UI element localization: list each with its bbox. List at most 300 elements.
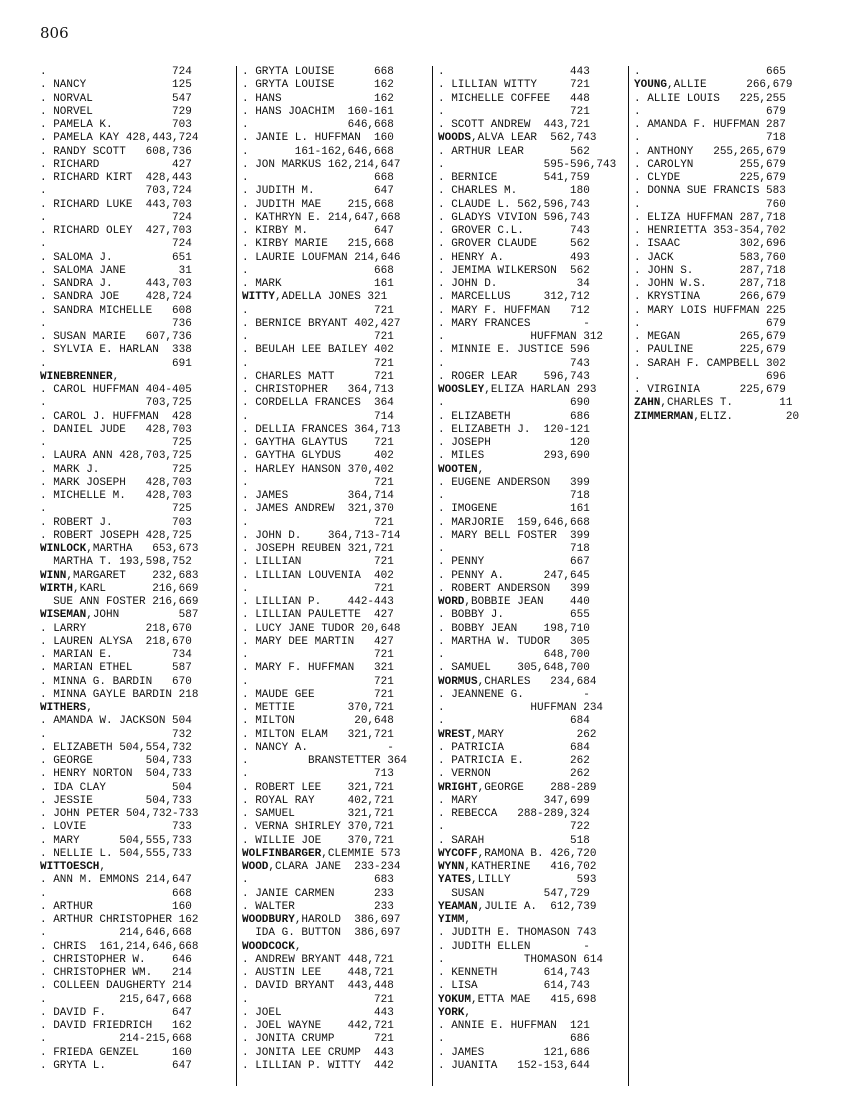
index-surname-entry [438, 782, 623, 795]
index-surname-entry [634, 411, 819, 424]
entry-text: . ROBERT JOSEPH 428,725 [40, 529, 192, 542]
index-entry [438, 570, 623, 583]
entry-text: . WILLIE JOE 370,721 [242, 834, 394, 847]
index-entry [438, 318, 623, 331]
entry-text: . MARY F. HUFFMAN 712 [438, 304, 590, 317]
entry-text: . ARTHUR CHRISTOPHER 162 [40, 914, 199, 926]
index-entry [634, 384, 819, 397]
index-entry [242, 119, 427, 132]
surname: WORD [438, 596, 465, 608]
index-entry [40, 397, 231, 410]
entry-text: . 668 [242, 172, 394, 184]
entry-text: . 696 [634, 370, 786, 383]
entry-text: . BEULAH LEE BAILEY 402 [242, 344, 394, 357]
index-entry [40, 676, 231, 689]
entry-text: . GAYTHA GLYDUS 402 [242, 450, 394, 463]
entry-text: . 443 [438, 66, 590, 78]
entry-text: . MARY DEE MARTIN 427 [242, 635, 394, 648]
index-entry [634, 305, 819, 318]
index-entry [242, 66, 427, 79]
index-entry [438, 689, 623, 702]
entry-text: . 725 [40, 503, 192, 516]
index-entry [242, 517, 427, 530]
entry-text: . KENNETH 614,743 [438, 967, 590, 979]
index-surname-entry [242, 848, 427, 861]
entry-text: . MARJORIE 159,646,668 [438, 516, 590, 529]
entry-text: . 721 [242, 649, 394, 661]
entry-text: . 648,700 [438, 649, 590, 661]
surname: YOKUM [438, 993, 472, 1006]
entry-text: . LILLIAN LOUVENIA 402 [242, 569, 394, 582]
index-entry [634, 252, 819, 265]
index-entry [40, 517, 231, 530]
entry-text: . ROYAL RAY 402,721 [242, 794, 394, 807]
entry-text: . RANDY SCOTT 608,736 [40, 145, 192, 158]
index-entry [438, 543, 623, 556]
index-entry [242, 782, 427, 795]
index-entry [634, 146, 819, 159]
entry-text: . DAVID FRIEDRICH 162 [40, 1020, 192, 1032]
index-entry [438, 252, 623, 265]
entry-text: . JESSIE 504,733 [40, 794, 192, 807]
index-surname-entry [40, 609, 231, 622]
index-entry [242, 636, 427, 649]
entry-text: ,RAMONA B. 426,720 [477, 847, 597, 860]
entry-text: . MAUDE GEE 721 [242, 688, 394, 701]
index-entry [438, 225, 623, 238]
entry-text: . NORVEL 729 [40, 105, 192, 118]
index-entry [242, 530, 427, 543]
entry-text: . LILLIAN P. WITTY 442 [242, 1059, 394, 1072]
surname: WINEBRENNER [40, 370, 113, 383]
index-entry [634, 225, 819, 238]
entry-text: . BOBBY J. 655 [438, 609, 590, 622]
entry-text: . CAROL J. HUFFMAN 428 [40, 410, 192, 423]
index-entry [438, 649, 623, 662]
index-entry [40, 93, 231, 106]
entry-text: . ELIZABETH 504,554,732 [40, 741, 192, 754]
entry-text: . 665 [634, 66, 786, 78]
entry-text: . JON MARKUS 162,214,647 [242, 158, 401, 171]
index-surname-entry [438, 848, 623, 861]
index-entry [242, 1060, 427, 1073]
index-entry [40, 795, 231, 808]
entry-text: . DAVID BRYANT 443,448 [242, 980, 394, 993]
index-entry [438, 291, 623, 304]
entry-text: . MILES 293,690 [438, 450, 590, 463]
index-surname-entry [438, 914, 623, 927]
index-entry [40, 729, 231, 742]
entry-text: . ANDREW BRYANT 448,721 [242, 953, 394, 966]
entry-text: . 595-596,743 [438, 158, 617, 171]
index-column-1 [40, 66, 236, 1086]
index-entry [438, 1033, 623, 1046]
entry-text: . 732 [40, 728, 192, 741]
index-surname-entry [242, 941, 427, 954]
entry-text: . HUFFMAN 312 [438, 331, 604, 343]
entry-text: . MARIAN E. 734 [40, 649, 192, 661]
index-entry [634, 238, 819, 251]
index-entry [242, 609, 427, 622]
entry-text: ,ALLIE 266,679 [667, 79, 793, 92]
entry-text: ,BOBBIE JEAN 440 [464, 596, 590, 608]
index-entry [242, 702, 427, 715]
entry-text: . DELLIA FRANCES 364,713 [242, 423, 401, 436]
entry-text: . JOHN W.S. 287,718 [634, 278, 786, 290]
entry-text: . MARK 161 [242, 278, 394, 290]
entry-text: . 683 [242, 874, 394, 887]
index-entry [40, 954, 231, 967]
entry-text: . CHRISTOPHER 364,713 [242, 384, 394, 396]
index-surname-entry [634, 397, 819, 410]
entry-text: . 646,668 [242, 119, 394, 131]
entry-text: . JUDITH ELLEN - [438, 940, 590, 953]
entry-text: ,ELIZ. 20 [693, 410, 800, 423]
entry-text: . JUDITH MAE 215,668 [242, 198, 394, 211]
index-entry [242, 331, 427, 344]
entry-text: ,ALVA LEAR 562,743 [471, 132, 597, 145]
index-entry [40, 1033, 231, 1046]
index-entry [634, 106, 819, 119]
index-entry [242, 305, 427, 318]
entry-text: . CAROL HUFFMAN 404-405 [40, 384, 192, 396]
surname: WOOSLEY [438, 384, 485, 396]
index-entry [40, 450, 231, 463]
entry-text: . LUCY JANE TUDOR 20,648 [242, 622, 401, 635]
index-entry [242, 265, 427, 278]
index-entry [242, 556, 427, 569]
index-entry [634, 318, 819, 331]
index-entry [438, 371, 623, 384]
index-entry [40, 172, 231, 185]
index-entry [438, 954, 623, 967]
entry-text: . GRYTA LOUISE 162 [242, 79, 394, 92]
index-entry [634, 344, 819, 357]
index-entry [242, 742, 427, 755]
entry-text: . CORDELLA FRANCES 364 [242, 397, 394, 410]
index-entry [242, 662, 427, 675]
index-entry [438, 808, 623, 821]
entry-text: . METTIE 370,721 [242, 702, 394, 714]
entry-text: . BERNICE BRYANT 402,427 [242, 317, 401, 330]
entry-text: . PATRICIA E. 262 [438, 755, 590, 767]
index-entry [242, 967, 427, 980]
index-entry [634, 93, 819, 106]
index-entry [438, 79, 623, 92]
index-entry [438, 835, 623, 848]
entry-text: . 668 [40, 887, 192, 900]
index-entry [40, 411, 231, 424]
index-entry [438, 172, 623, 185]
index-entry [242, 927, 427, 940]
index-entry [438, 437, 623, 450]
index-entry [40, 874, 231, 887]
entry-text: . PAMELA KAY 428,443,724 [40, 132, 199, 145]
entry-text: . MINNA G. BARDIN 670 [40, 675, 192, 688]
entry-text: . ELIZA HUFFMAN 287,718 [634, 211, 786, 224]
index-entry [40, 596, 231, 609]
entry-text: . NORVAL 547 [40, 92, 192, 105]
entry-text: . GLADYS VIVION 596,743 [438, 211, 590, 224]
entry-text: . 721 [242, 331, 394, 343]
index-surname-entry [438, 464, 623, 477]
index-entry [242, 490, 427, 503]
entry-text: . HARLEY HANSON 370,402 [242, 463, 394, 476]
entry-text: . SARAH F. CAMPBELL 302 [634, 357, 786, 370]
index-entry [242, 344, 427, 357]
entry-text: . MILTON ELAM 321,721 [242, 728, 394, 741]
entry-text: . MARY 504,555,733 [40, 834, 192, 847]
entry-text: . MILTON 20,648 [242, 715, 394, 728]
index-entry [40, 821, 231, 834]
index-entry [438, 662, 623, 675]
surname: ZAHN [634, 397, 661, 410]
entry-text: . CHARLES MATT 721 [242, 370, 394, 383]
index-entry [438, 199, 623, 212]
entry-text: . 214,646,668 [40, 927, 192, 940]
index-entry [438, 609, 623, 622]
index-entry [438, 93, 623, 106]
entry-text: . BRANSTETTER 364 [242, 755, 408, 767]
index-entry [40, 782, 231, 795]
index-entry [40, 331, 231, 344]
index-entry [242, 252, 427, 265]
entry-text: ,ADELLA JONES 321 [275, 291, 388, 304]
surname: WIRTH [40, 582, 74, 595]
entry-text: . CHRISTOPHER WM. 214 [40, 967, 192, 979]
index-entry [242, 477, 427, 490]
index-entry [40, 1047, 231, 1060]
entry-text: . SALOMA J. 651 [40, 251, 192, 264]
entry-text: . JOHN D. 34 [438, 278, 590, 290]
entry-text: . LILLIAN P. 442-443 [242, 596, 394, 608]
surname: WOODCOCK [242, 940, 295, 953]
index-entry [242, 424, 427, 437]
index-entry [40, 980, 231, 993]
entry-text: , [294, 940, 302, 953]
entry-text: . ALLIE LOUIS 225,255 [634, 92, 786, 105]
index-entry [40, 477, 231, 490]
entry-text: , [112, 370, 120, 383]
entry-text: . SAMUEL 305,648,700 [438, 662, 590, 675]
index-entry [40, 715, 231, 728]
index-entry [242, 397, 427, 410]
index-entry [242, 596, 427, 609]
entry-text: ,MARTHA 653,673 [86, 543, 199, 555]
index-entry [438, 795, 623, 808]
surname: WOOD [242, 861, 269, 873]
entry-text: . ISAAC 302,696 [634, 238, 786, 251]
index-entry [40, 464, 231, 477]
entry-text: . KRYSTINA 266,679 [634, 291, 786, 304]
index-surname-entry [438, 901, 623, 914]
entry-text: . KIRBY MARIE 215,668 [242, 238, 394, 251]
index-entry [438, 1047, 623, 1060]
entry-text: . 721 [242, 993, 394, 1006]
index-surname-entry [40, 371, 231, 384]
entry-text: . EUGENE ANDERSON 399 [438, 476, 590, 489]
index-entry [242, 358, 427, 371]
entry-text: . DANIEL JUDE 428,703 [40, 423, 192, 436]
index-entry [242, 450, 427, 463]
entry-text: ,MARY 262 [471, 728, 597, 741]
index-surname-entry [438, 384, 623, 397]
index-entry [242, 106, 427, 119]
entry-text: . 703,725 [40, 397, 192, 410]
entry-text: . MARCELLUS 312,712 [438, 291, 590, 304]
index-entry [40, 424, 231, 437]
entry-text: ,HAROLD 386,697 [294, 914, 401, 926]
entry-text: IDA G. BUTTON 386,697 [242, 927, 401, 940]
index-entry [242, 79, 427, 92]
entry-text: . HANS JOACHIM 160-161 [242, 105, 394, 118]
entry-text: . MINNA GAYLE BARDIN 218 [40, 688, 199, 701]
entry-text: . LAUREN ALYSA 218,670 [40, 635, 192, 648]
entry-text: . 679 [634, 317, 786, 330]
index-entry [40, 185, 231, 198]
entry-text: . JUDITH E. THOMASON 743 [438, 927, 597, 940]
entry-text: ,JULIE A. 612,739 [477, 900, 597, 913]
entry-text: . HENRIETTA 353-354,702 [634, 225, 786, 237]
index-entry [242, 1007, 427, 1020]
index-entry [438, 980, 623, 993]
entry-text: . 721 [242, 357, 394, 370]
entry-text: . RICHARD 427 [40, 158, 192, 171]
entry-text: . AMANDA F. HUFFMAN 287 [634, 119, 786, 131]
index-entry [438, 530, 623, 543]
entry-text: . VERNON 262 [438, 768, 590, 781]
entry-text: . 718 [634, 132, 786, 145]
entry-text: ,CLEMMIE 573 [321, 847, 401, 860]
entry-text: , [477, 463, 485, 476]
entry-text: . 679 [634, 105, 786, 118]
entry-text: . SARAH 518 [438, 834, 590, 847]
index-column-3 [432, 66, 628, 1086]
entry-text: . MARK JOSEPH 428,703 [40, 476, 192, 489]
index-surname-entry [438, 1007, 623, 1020]
entry-text: . 724 [40, 238, 192, 251]
entry-text: . ELIZABETH 686 [438, 410, 590, 423]
index-surname-entry [242, 291, 427, 304]
entry-text: . PATRICIA 684 [438, 741, 590, 754]
index-entry [242, 503, 427, 516]
entry-text: . PENNY 667 [438, 556, 590, 569]
entry-text: . MARY BELL FOSTER 399 [438, 529, 590, 542]
index-entry [438, 146, 623, 159]
entry-text: . 721 [242, 675, 394, 688]
entry-text: . HANS 162 [242, 92, 394, 105]
index-entry [242, 821, 427, 834]
entry-text: . MARY LOIS HUFFMAN 225 [634, 304, 786, 317]
index-surname-entry [40, 543, 231, 556]
entry-text: . JAMES 121,686 [438, 1046, 590, 1059]
entry-text: . SCOTT ANDREW 443,721 [438, 119, 590, 131]
entry-text: , [86, 702, 93, 714]
surname: YIMM [438, 914, 465, 926]
entry-text: . 684 [438, 715, 590, 728]
entry-text: . PENNY A. 247,645 [438, 569, 590, 582]
surname: WITTOESCH [40, 861, 100, 873]
surname: ZIMMERMAN [634, 410, 694, 423]
index-entry [438, 490, 623, 503]
index-entry [438, 477, 623, 490]
index-surname-entry [40, 861, 231, 874]
entry-text: MARTHA T. 193,598,752 [40, 556, 192, 569]
index-entry [40, 768, 231, 781]
entry-text: . CHARLES M. 180 [438, 185, 590, 198]
entry-text: . HENRY A. 493 [438, 251, 590, 264]
index-entry [242, 623, 427, 636]
entry-text: . ROBERT J. 703 [40, 516, 192, 529]
entry-text: . JACK 583,760 [634, 251, 786, 264]
index-entry [40, 384, 231, 397]
index-columns [40, 66, 824, 1086]
entry-text: . JAMES ANDREW 321,370 [242, 503, 394, 516]
index-entry [40, 994, 231, 1007]
surname: YORK [438, 1006, 465, 1019]
surname: WYNN [438, 861, 465, 873]
index-entry [242, 93, 427, 106]
surname: WREST [438, 728, 472, 741]
entry-text: . MARY F. HUFFMAN 321 [242, 662, 394, 675]
surname: YOUNG [634, 79, 668, 92]
surname: YEAMAN [438, 900, 478, 913]
entry-text: . MEGAN 265,679 [634, 331, 786, 343]
index-entry [40, 901, 231, 914]
index-entry [242, 318, 427, 331]
index-entry [242, 583, 427, 596]
index-entry [40, 888, 231, 901]
index-entry [40, 490, 231, 503]
entry-text: . GROVER C.L. 743 [438, 225, 590, 237]
index-entry [40, 146, 231, 159]
index-entry [40, 119, 231, 132]
index-entry [242, 888, 427, 901]
index-column-4 [628, 66, 824, 1086]
entry-text: . VIRGINIA 225,679 [634, 384, 786, 396]
entry-text: . JOSEPH REUBEN 321,721 [242, 543, 394, 555]
entry-text: . JOSEPH 120 [438, 437, 590, 449]
page-number: 806 [40, 24, 69, 42]
index-entry [634, 331, 819, 344]
entry-text: . REBECCA 288-289,324 [438, 808, 590, 820]
entry-text: . MARTHA W. TUDOR 305 [438, 635, 590, 648]
index-entry [438, 636, 623, 649]
index-entry [40, 199, 231, 212]
index-surname-entry [438, 132, 623, 145]
entry-text: . IMOGENE 161 [438, 503, 590, 516]
index-entry [634, 358, 819, 371]
entry-text: . 721 [242, 516, 394, 529]
entry-text: . LILLIAN PAULETTE 427 [242, 609, 394, 622]
index-entry [438, 411, 623, 424]
index-surname-entry [242, 914, 427, 927]
index-surname-entry [40, 570, 231, 583]
entry-text: . AMANDA W. JACKSON 504 [40, 715, 192, 728]
entry-text: . LAURIE LOUFMAN 214,646 [242, 251, 401, 264]
entry-text: . MARY FRANCES - [438, 317, 590, 330]
entry-text: . MICHELLE COFFEE 448 [438, 92, 590, 105]
entry-text: . MINNIE E. JUSTICE 596 [438, 344, 590, 357]
index-entry [242, 1020, 427, 1033]
index-entry [40, 66, 231, 79]
index-entry [438, 265, 623, 278]
entry-text: . 718 [438, 543, 590, 555]
entry-text: . ARTHUR 160 [40, 900, 192, 913]
index-entry [40, 967, 231, 980]
entry-text: ,ETTA MAE 415,698 [471, 993, 597, 1006]
index-entry [634, 278, 819, 291]
